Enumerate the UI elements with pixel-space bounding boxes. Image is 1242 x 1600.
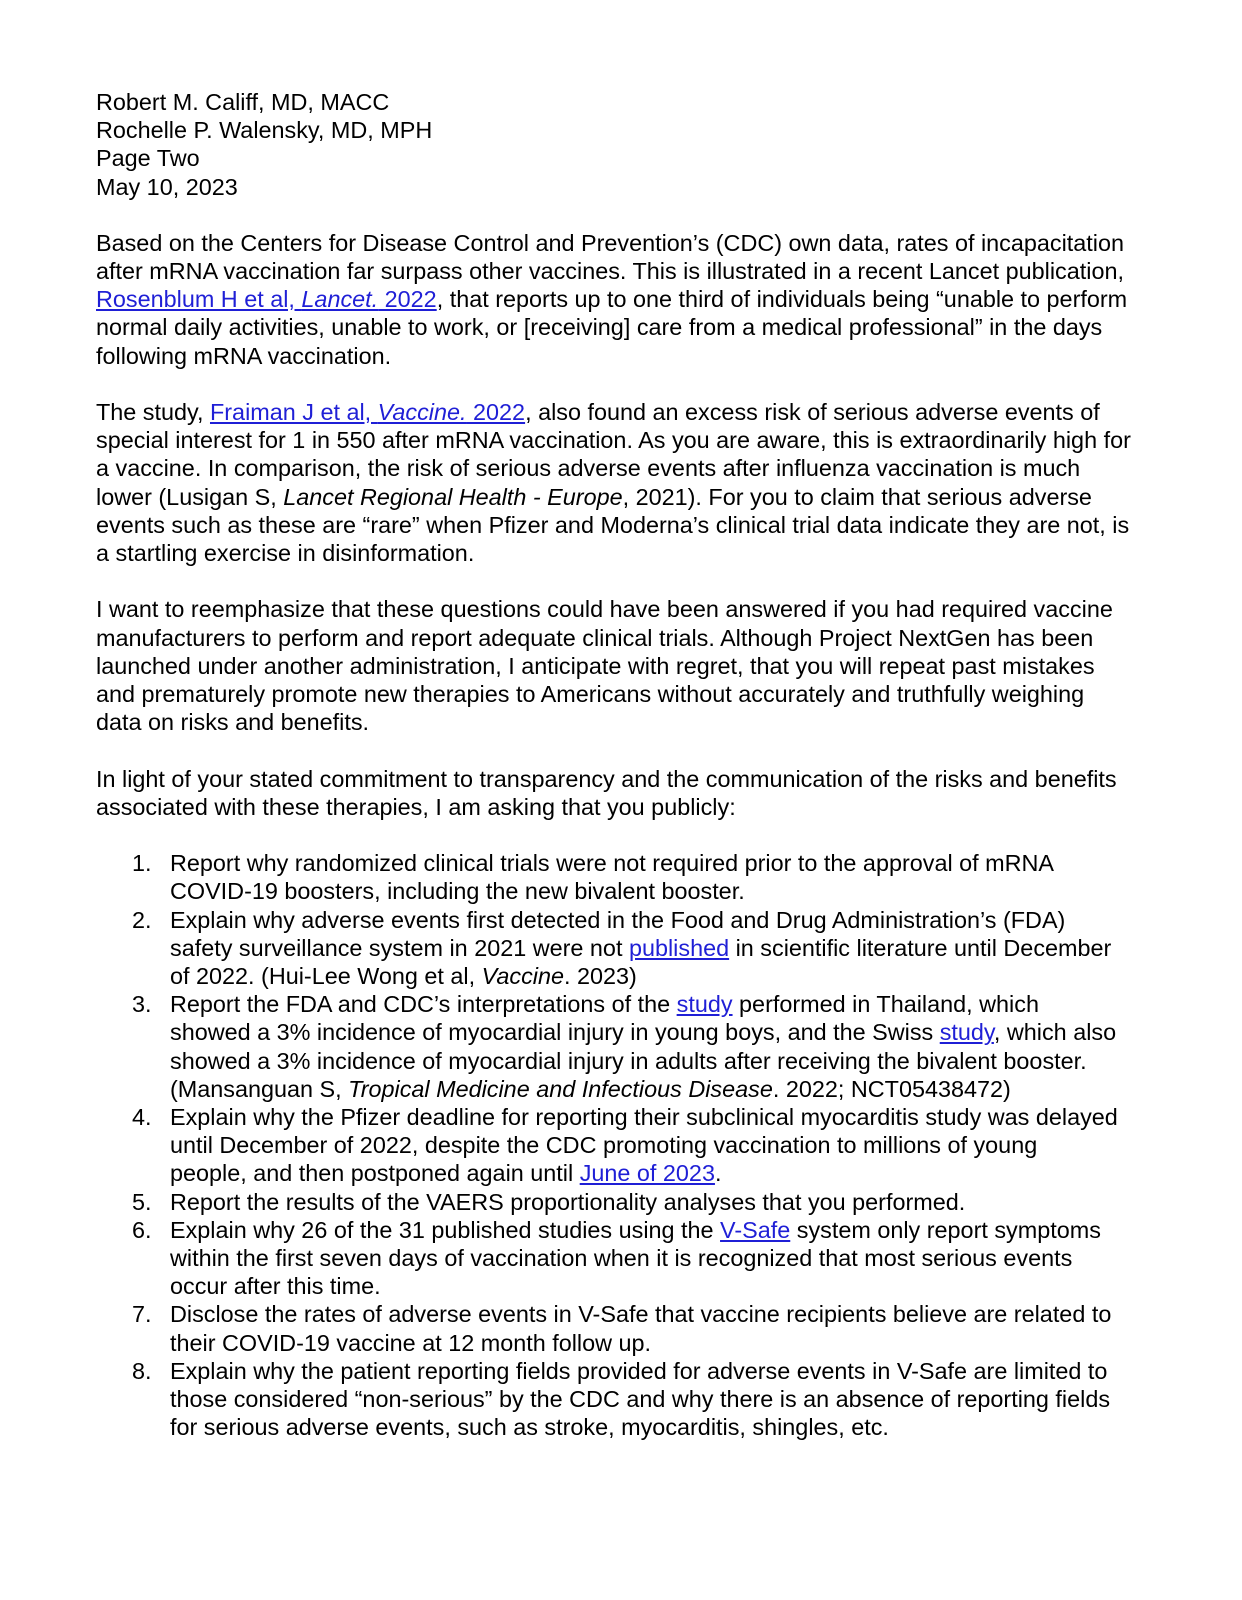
list-item: [96, 1188, 1120, 1216]
list-item: [96, 849, 1120, 905]
list-item-text: Explain why the patient reporting fields provided for adverse events in V-Safe are limited to those considered “non-serious” by the CDC and why there is an absence of reporting fields for serious adverse events, such as stroke, myocarditis, shingles, etc.: [170, 1357, 1111, 1441]
page-label: Page Two: [96, 145, 200, 172]
fraiman-link-year: 2022: [466, 399, 526, 426]
tropical-medicine-citation: Tropical Medicine and Infectious Disease: [348, 1075, 773, 1102]
list-item-number: 2.: [132, 906, 152, 933]
list-item-number: 5.: [132, 1188, 152, 1215]
list-item-number: 3.: [132, 991, 152, 1018]
thailand-study-link[interactable]: study: [676, 991, 733, 1018]
paragraph-4: [96, 765, 1136, 821]
list-item-text: in scientific literature until December of 2022. (Hui-Lee Wong et al,: [170, 934, 1112, 990]
list-item-number: 4.: [132, 1104, 152, 1131]
lancet-regional-citation: Lancet Regional Health - Europe: [283, 483, 623, 510]
list-item-text: . 2022; NCT05438472): [772, 1075, 1011, 1102]
list-item-text: Explain why adverse events first detected in the Food and Drug Administration’s (FDA) safety surveillance system in 2021 were not: [170, 906, 1066, 961]
rosenblum-link-journal: Lancet.: [301, 286, 379, 313]
list-item-text: performed in Thailand, which showed a 3% incidence of myocardial injury in young boys, and the Swiss: [170, 991, 1039, 1046]
paragraph-1-text-b: , that reports up to one third of individuals being “unable to perform normal daily activities, unable to work, or [receiving] care from a medical professional” in the days following mRNA vaccination.: [96, 286, 1128, 369]
v-safe-link[interactable]: V-Safe: [720, 1216, 791, 1243]
paragraph-2: [96, 398, 1136, 567]
paragraph-3: [96, 595, 1136, 736]
list-item-text: Explain why the Pfizer deadline for reporting their subclinical myocarditis study was delayed until December of 2022, despite the CDC promoting vaccination to millions of young people, and then postponed again until: [170, 1104, 1118, 1187]
list-item-text: Report why randomized clinical trials were not required prior to the approval of mRNA COVID-19 boosters, including the new bivalent booster.: [170, 850, 1053, 905]
list-item: [96, 1357, 1120, 1442]
paragraph-2-text-a: The study,: [96, 399, 210, 426]
list-item-number: 1.: [132, 850, 152, 877]
list-item: [96, 906, 1120, 991]
recipient-line-2: Rochelle P. Walensky, MD, MPH: [96, 117, 433, 144]
list-item-text: Report the FDA and CDC’s interpretations of the: [170, 991, 677, 1018]
list-item: [96, 1216, 1120, 1301]
letter-date: May 10, 2023: [96, 173, 238, 200]
paragraph-1: [96, 229, 1136, 370]
list-item: [96, 1300, 1120, 1356]
list-item-number: 7.: [132, 1301, 152, 1328]
recipient-line-1: Robert M. Califf, MD, MACC: [96, 89, 390, 115]
june-2023-link[interactable]: June of 2023: [579, 1160, 715, 1187]
list-item-number: 8.: [132, 1357, 152, 1384]
requests-list: [96, 849, 1156, 1441]
swiss-study-link[interactable]: study: [939, 1019, 994, 1046]
fraiman-link-journal: Vaccine.: [377, 399, 467, 426]
paragraph-4-text: In light of your stated commitment to transparency and the communication of the risks and benefits associated with these therapies, I am asking that you publicly:: [96, 765, 1117, 820]
list-item-text: , which also showed a 3% incidence of myocardial injury in adults after receiving the bivalent booster. (Mansanguan S,: [170, 1019, 1117, 1102]
list-item-number: 6.: [132, 1216, 152, 1243]
paragraph-2-text-b: , also found an excess risk of serious adverse events of special interest for 1 in 550 after mRNA vaccination. As you are aware, this is extraordinarily high for a vaccine. In comparison, the risk of serious adverse events after influenza vaccination is much lower (Lusigan S,: [96, 399, 1131, 510]
list-item-text: . 2023): [564, 963, 637, 990]
list-item-text: Explain why 26 of the 31 published studies using the: [170, 1216, 721, 1243]
fraiman-link-authors: Fraiman J et al,: [209, 399, 378, 426]
list-item-text: Report the results of the VAERS proportionality analyses that you performed.: [170, 1188, 966, 1215]
paragraph-3-text: I want to reemphasize that these questions could have been answered if you had required vaccine manufacturers to perform and report adequate clinical trials. Although Project NextGen has been launched under another administration, I anticipate with regret, that you will repeat past mistakes and prematurely promote new therapies to Americans without accurately and truthfully weighing data on risks and benefits.: [96, 596, 1113, 736]
fraiman-link[interactable]: [210, 399, 525, 425]
vaccine-citation: Vaccine: [481, 963, 564, 990]
paragraph-1-text-a: Based on the Centers for Disease Control and Prevention’s (CDC) own data, rates of incapacitation after mRNA vaccination far surpass other vaccines. This is illustrated in a recent Lancet publication,: [96, 229, 1125, 285]
rosenblum-link-authors: Rosenblum H et al,: [96, 286, 302, 313]
rosenblum-link[interactable]: [96, 286, 437, 312]
list-item: [96, 990, 1120, 1103]
rosenblum-link-year: 2022: [378, 286, 437, 313]
published-link[interactable]: published: [628, 934, 730, 961]
paragraph-2-text-c: , 2021). For you to claim that serious adverse events such as these are “rare” when Pfizer and Moderna’s clinical trial data indicate they are not, is a startling exercise in disinformation.: [96, 483, 1130, 567]
letter-page: [96, 88, 1156, 1441]
list-item: [96, 1103, 1120, 1188]
list-item-text: system only report symptoms within the first seven days of vaccination when it is recognized that most serious events occur after this time.: [170, 1216, 1101, 1300]
letter-header: [96, 88, 1156, 201]
list-item-text: Disclose the rates of adverse events in V-Safe that vaccine recipients believe are related to their COVID-19 vaccine at 12 month follow up.: [170, 1301, 1112, 1356]
list-item-text: .: [714, 1160, 722, 1187]
